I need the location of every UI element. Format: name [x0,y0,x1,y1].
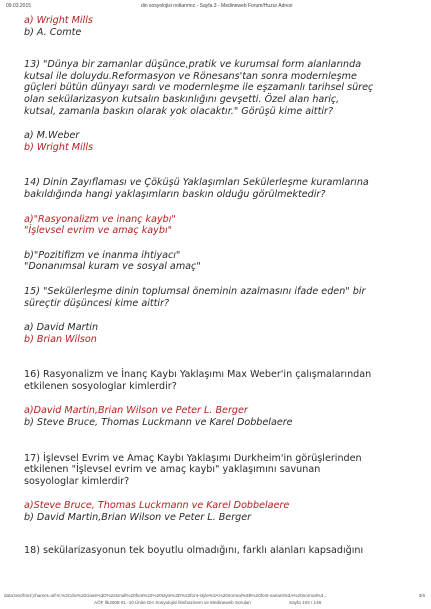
question-line: süreçtir düşüncesi kime aittir? [24,297,170,309]
footer-page: 3/6 [418,593,425,598]
footer-page-of: Sayfa 103 / 148 [289,600,322,605]
question-18: 18) sekülarizasyonun tek boyutlu olmadığını, farklı alanları kapsadığını [24,544,364,556]
question-16 [24,369,416,428]
option-a: a) Wright Mills [24,15,93,26]
option-b: b)"Pozitifizm ve inanma ihtiyacı" [24,249,181,261]
header-date: 09.03.2015 [6,3,32,9]
question-line: etkilenen sosyologlar kimlerdir? [24,380,177,392]
question-line: bakıldığında hangi yaklaşımların baskın olduğu görülmektedir? [24,188,326,200]
footer-source: AÖF İlk2008 01.-10.Ünite Din Sosyolojisi İlmihazinem ve Medineweb Soruları [94,600,252,605]
option-a: a)David Martin,Brian Wilson ve Peter L. Berger [24,405,248,417]
question-14 [24,177,416,273]
question-line: kutsal, zamanla baskın olarak yok olacaktır." Görüşü kime aittir? [24,105,334,117]
question-line: 13) "Dünya bir zamanlar düşünce,pratik ve kurumsal form alanlarında [24,59,362,71]
option-a: a) David Martin [24,322,99,334]
question-line: 15) "Sekülerleşme dinin toplumsal öneminin azalmasını ifade eden" bir [24,285,366,297]
question-13 [24,59,416,153]
question-line: kutsal ile doluydu.Reformasyon ve Rönesans'tan sonra modernleşme [24,70,357,82]
question-line: 14) Dinin Zayıflaması ve Çöküşü Yaklaşımları Sekülerleşme kuramlarına [24,177,369,189]
header-title: din sosyolojisi notlarımız - Sayfa 3 - Medineweb Forum/Huzur Adresi [141,3,293,9]
option-a-cont: "İşlevsel evrim ve amaç kaybı" [24,225,173,237]
question-17 [24,453,416,524]
question-line: 16) Rasyonalizm ve İnanç Kaybı Yaklaşımı Max Weber'in çalışmalarından [24,369,372,381]
option-b: b) Brian Wilson [24,333,97,345]
option-b-cont: "Donanımsal kuram ve sosyal amaç" [24,261,201,273]
question-line: etkilenen "İşlevsel evrim ve amaç kaybı" yaklaşımını savunan [24,464,321,476]
option-a: a)"Rasyonalizm ve inanç kaybı" [24,213,176,225]
question-line: 17) İşlevsel Evrim ve Amaç Kaybı Yaklaşımı Durkheim'in görüşlerinden [24,452,362,464]
option-b: b) David Martin,Brian Wilson ve Peter L. Berger [24,512,252,524]
question-line: sosyologlar kimlerdir? [24,475,130,487]
option-b: b) Wright Mills [24,141,94,153]
document-body [24,15,416,556]
question-line: olan sekülarizasyon kutsalın baskınlığını gevşetti. Özel alan hariç, [24,93,340,105]
question-15 [24,286,416,345]
option-a: a) M.Weber [24,130,80,142]
question-line: güçleri bütün dünyayı sardı ve modernleşme ile eşzamanlı tarihsel süreç [24,82,374,94]
option-a: a)Steve Bruce, Thomas Luckmann ve Karel Dobbelaere [24,500,290,512]
footer-url: data:text/html;charset=utf-8,%3Cdiv%20class%3D%22small%20font%22%20style%3D%22font-style%3A%20normal%3B%20font-variant%3A%20normal%3... [4,593,328,598]
option-b: b) Steve Bruce, Thomas Luckmann ve Karel Dobbelaere [24,417,293,429]
option-b: b) A. Comte [24,26,82,38]
